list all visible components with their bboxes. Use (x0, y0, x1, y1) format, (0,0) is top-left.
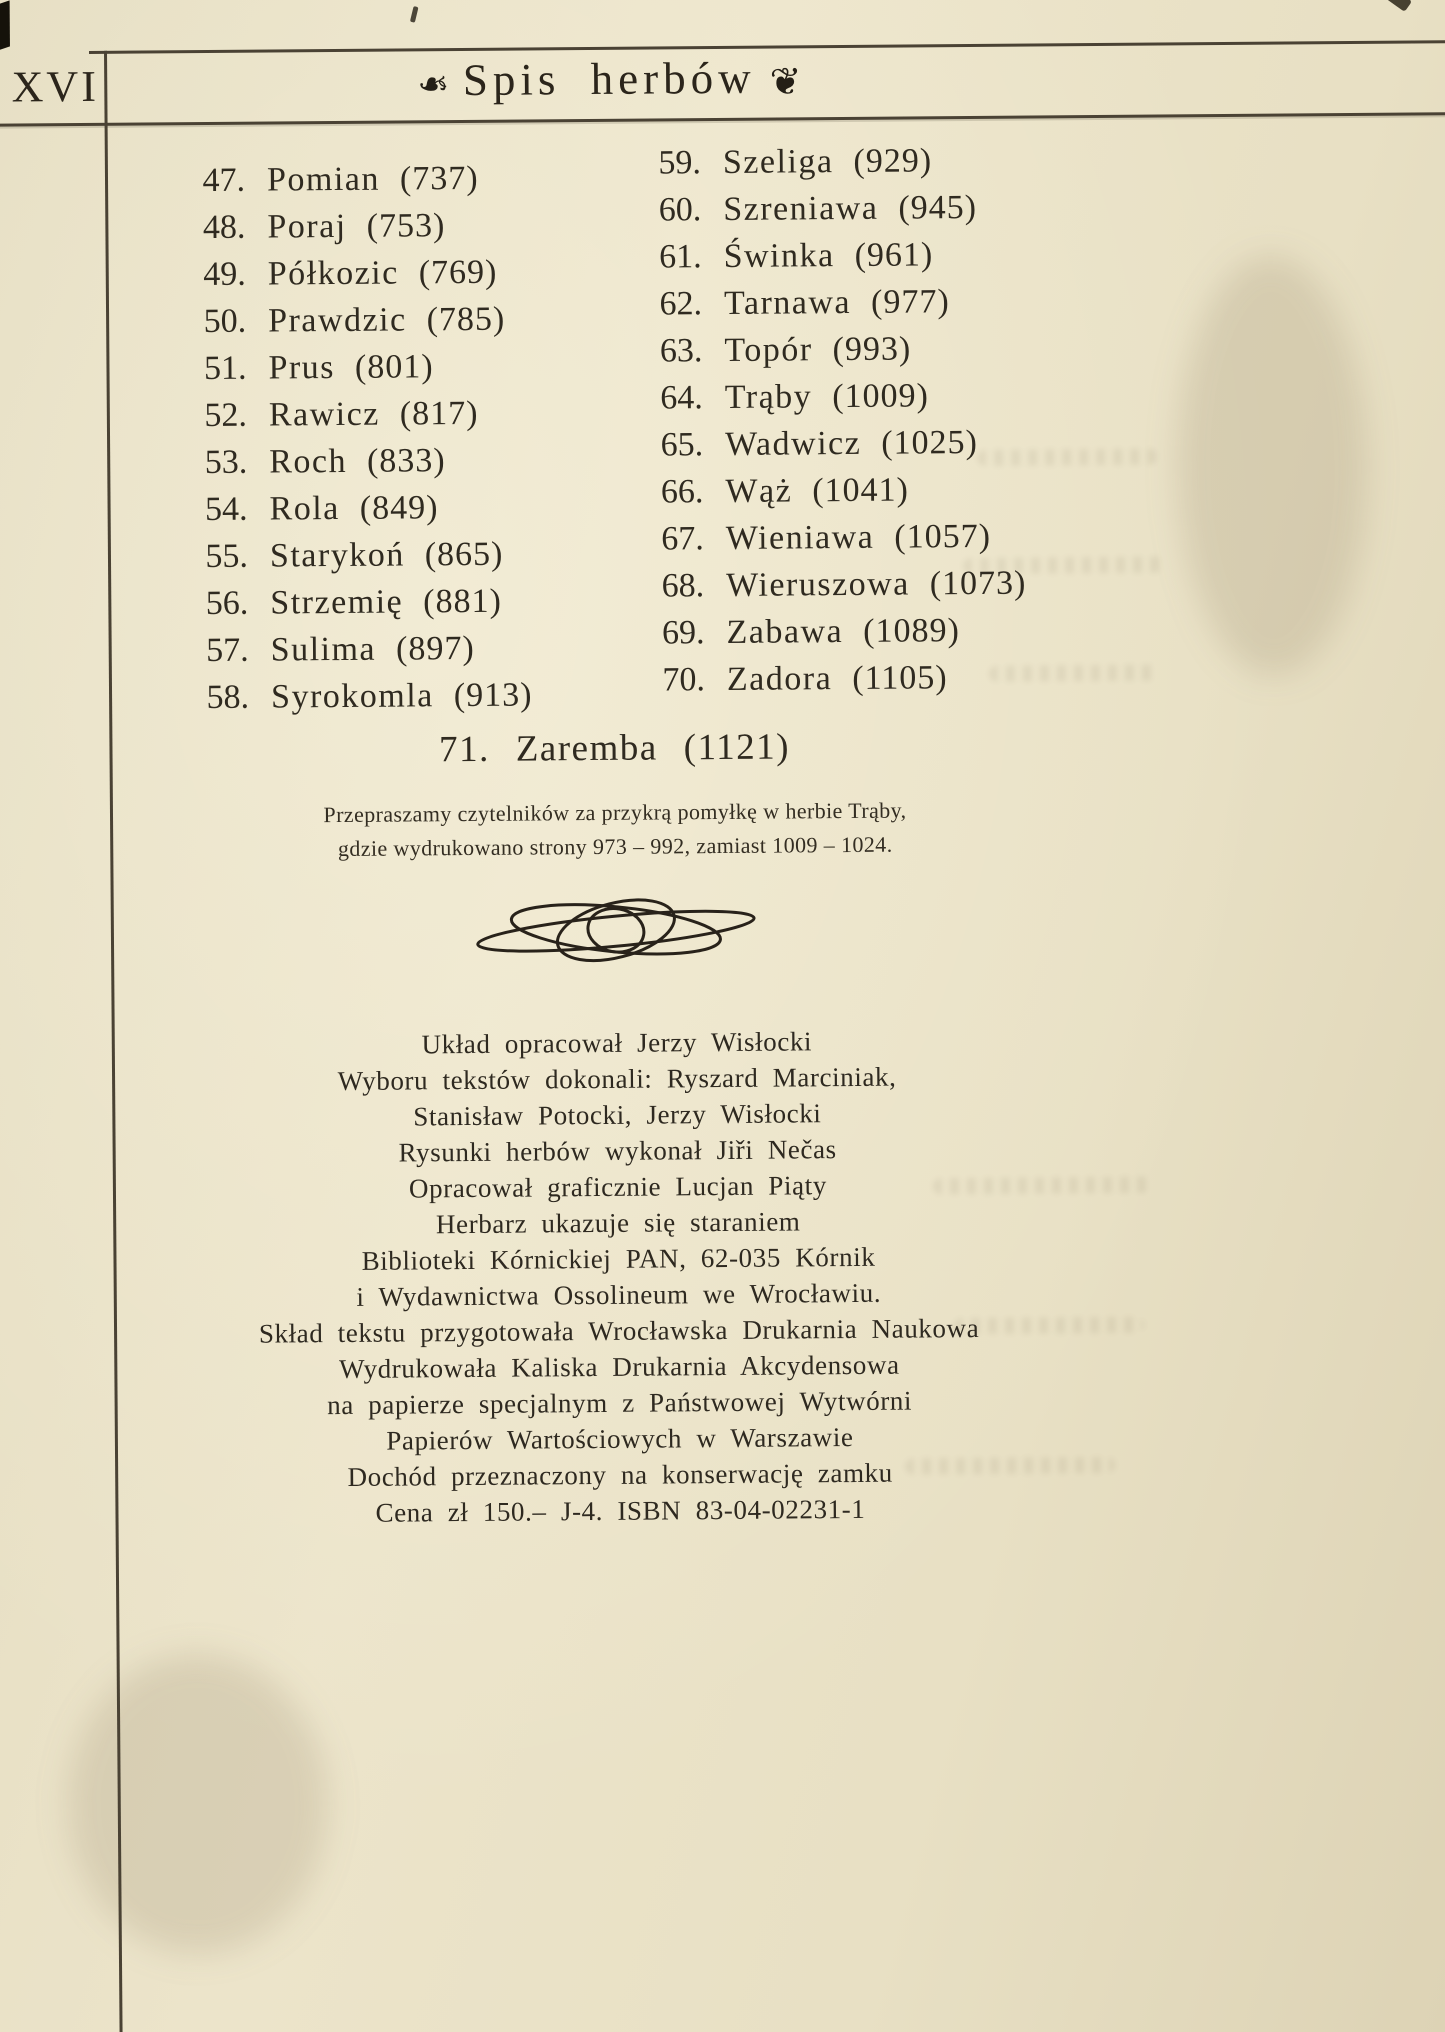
entry-page: (1105) (852, 659, 948, 697)
entry-name: Rola (269, 489, 340, 528)
entry-number: 51. (203, 349, 247, 388)
entry-number: 69. (661, 614, 705, 652)
scan-artifact (1367, 0, 1412, 12)
entry-name: Topór (724, 331, 813, 369)
entry-page: (769) (418, 253, 498, 292)
entry-page: (881) (423, 582, 502, 621)
entry-page: (1121) (683, 726, 791, 769)
entry-name: Świnka (723, 237, 835, 275)
entry-name: Szreniawa (723, 189, 879, 228)
entry-page: (945) (898, 188, 978, 227)
entry-number: 56. (205, 584, 249, 623)
entry-number: 55. (205, 537, 249, 576)
entry-number: 58. (206, 678, 250, 717)
entry-page: (865) (424, 535, 504, 574)
colophon-line: Biblioteki Kórnickiej PAN, 62-035 Kórnik (361, 1241, 876, 1276)
index-column-right (555, 141, 1120, 723)
colophon-line: Opracował graficznie Lucjan Piąty (408, 1170, 827, 1204)
colophon-line: Dochód przeznaczony na konserwację zamku (347, 1457, 893, 1492)
page-number: XVI (11, 61, 100, 112)
entry-page: (785) (426, 300, 506, 339)
herb-entry (189, 488, 557, 538)
entry-name: Półkozic (267, 254, 399, 293)
herb-entry (188, 300, 556, 350)
erratum-line: gdzie wydrukowano strony 973 – 992, zamiast 1009 – 1024. (337, 831, 893, 862)
page-title: Spis herbów (462, 52, 756, 106)
herb-entry (643, 188, 1115, 239)
herb-entry (646, 611, 1118, 662)
entry-page: (977) (870, 283, 950, 321)
entry-page: (737) (399, 159, 479, 198)
herb-entry (190, 582, 558, 632)
herb-entry (188, 347, 556, 397)
entry-page: (1025) (881, 423, 979, 462)
colophon-line: Papierów Wartościowych w Warszawie (386, 1421, 854, 1456)
entry-name: Wieniawa (725, 518, 875, 557)
entry-page: (929) (853, 142, 933, 180)
entry-page: (1089) (863, 612, 960, 650)
herb-entry (645, 423, 1117, 474)
colophon-line: na papierze specjalnym z Państwowej Wytwórni (327, 1385, 913, 1421)
herb-entry (645, 470, 1117, 521)
entry-page: (993) (832, 330, 912, 369)
entry-number: 61. (658, 238, 702, 276)
entry-number: 63. (659, 332, 703, 370)
entry-name: Zaremba (515, 727, 658, 770)
entry-page: (897) (395, 629, 475, 668)
herb-entry (643, 141, 1115, 192)
entry-number: 71. (438, 728, 490, 771)
leaf-ornament-right-icon: ❦ (769, 61, 802, 104)
herb-entry-centered (109, 723, 1119, 774)
entry-number: 68. (661, 567, 705, 605)
colophon (112, 1021, 1126, 1533)
entry-page: (1073) (929, 564, 1027, 603)
entry-name: Zabawa (726, 613, 844, 651)
entry-name: Wadwicz (724, 424, 862, 463)
entry-name: Zadora (726, 660, 833, 698)
page-content (105, 125, 1126, 1533)
leaf-ornament-left-icon: ❧ (416, 64, 450, 107)
index-column-left (105, 145, 560, 727)
entry-name: Wąż (725, 472, 793, 510)
colophon-line: Stanisław Potocki, Jerzy Wisłocki (413, 1098, 822, 1132)
entry-number: 48. (202, 208, 246, 247)
entry-number: 47. (202, 161, 246, 200)
colophon-line: Skład tekstu przygotowała Wrocławska Drukarnia Naukowa (258, 1312, 980, 1349)
header-bottom-rule (0, 112, 1445, 127)
entry-number: 65. (660, 426, 704, 464)
entry-page: (961) (854, 236, 934, 274)
colophon-line: Wydrukowała Kaliska Drukarnia Akcydensowa (338, 1349, 900, 1385)
entry-page: (1009) (832, 377, 930, 416)
paper-stain (1176, 255, 1369, 676)
entry-name: Poraj (267, 207, 347, 246)
erratum-line: Przepraszamy czytelników za przykrą pomyłkę w herbie Trąby, (323, 797, 907, 828)
herb-entry (188, 253, 556, 303)
herb-entry (644, 329, 1116, 380)
herb-entry (189, 394, 557, 444)
entry-name: Rawicz (268, 395, 380, 434)
herb-entry (189, 441, 557, 491)
entry-name: Trąby (724, 378, 813, 416)
herb-entry (643, 235, 1115, 286)
herb-entry (191, 676, 559, 726)
entry-page: (849) (359, 489, 439, 527)
entry-name: Pomian (266, 160, 381, 199)
entry-number: 64. (660, 379, 703, 417)
entry-page: (913) (453, 676, 533, 715)
entry-number: 60. (658, 191, 702, 229)
entry-name: Prus (268, 349, 336, 387)
entry-name: Sulima (270, 630, 377, 669)
herb-entry (646, 517, 1118, 568)
entry-page: (753) (366, 207, 446, 245)
herb-entry (191, 629, 559, 679)
entry-name: Prawdzic (267, 301, 407, 340)
herb-entry (190, 535, 558, 585)
entry-number: 62. (659, 285, 703, 323)
colophon-line: Cena zł 150.– J-4. ISBN 83-04-02231-1 (375, 1493, 866, 1528)
herb-entry (646, 564, 1118, 615)
entry-number: 53. (204, 443, 248, 482)
scan-artifact (0, 0, 10, 51)
entry-number: 52. (204, 396, 248, 435)
entry-name: Wieruszowa (726, 565, 910, 604)
colophon-line: Wyboru tekstów dokonali: Ryszard Marciniak, (337, 1061, 897, 1097)
colophon-line: Herbarz ukazuje się staraniem (435, 1206, 801, 1240)
herb-index (105, 125, 1120, 727)
entry-number: 67. (661, 520, 704, 558)
calligraphic-flourish-icon (466, 889, 767, 970)
entry-number: 54. (204, 490, 248, 529)
entry-page: (1057) (894, 517, 992, 556)
colophon-line: Układ opracował Jerzy Wisłocki (421, 1026, 813, 1060)
entry-page: (1041) (812, 471, 910, 510)
entry-number: 66. (660, 473, 704, 511)
entry-name: Tarnawa (723, 283, 852, 322)
erratum-note (110, 792, 1121, 868)
entry-page: (833) (366, 442, 446, 480)
colophon-line: i Wydawnictwa Ossolineum we Wrocławiu. (356, 1277, 882, 1312)
page-header (104, 49, 1114, 110)
entry-number: 57. (206, 631, 249, 670)
herb-entry (187, 159, 555, 209)
entry-page: (817) (399, 394, 479, 433)
entry-page: (801) (354, 348, 434, 386)
entry-name: Strzemię (270, 583, 404, 622)
entry-number: 59. (658, 144, 702, 182)
colophon-line: Rysunki herbów wykonał Jiři Nečas (398, 1134, 837, 1168)
entry-name: Szeliga (722, 143, 834, 181)
entry-name: Starykoń (269, 536, 405, 575)
paper-stain (67, 1653, 329, 1955)
herb-entry (645, 376, 1117, 427)
entry-number: 70. (662, 661, 706, 699)
herb-entry (187, 206, 555, 256)
scan-artifact (410, 6, 419, 23)
entry-name: Syrokomla (270, 677, 434, 716)
herb-entry (647, 658, 1119, 709)
entry-number: 50. (203, 302, 247, 341)
entry-number: 49. (203, 255, 246, 294)
entry-name: Roch (269, 442, 348, 481)
herb-entry (644, 282, 1116, 333)
